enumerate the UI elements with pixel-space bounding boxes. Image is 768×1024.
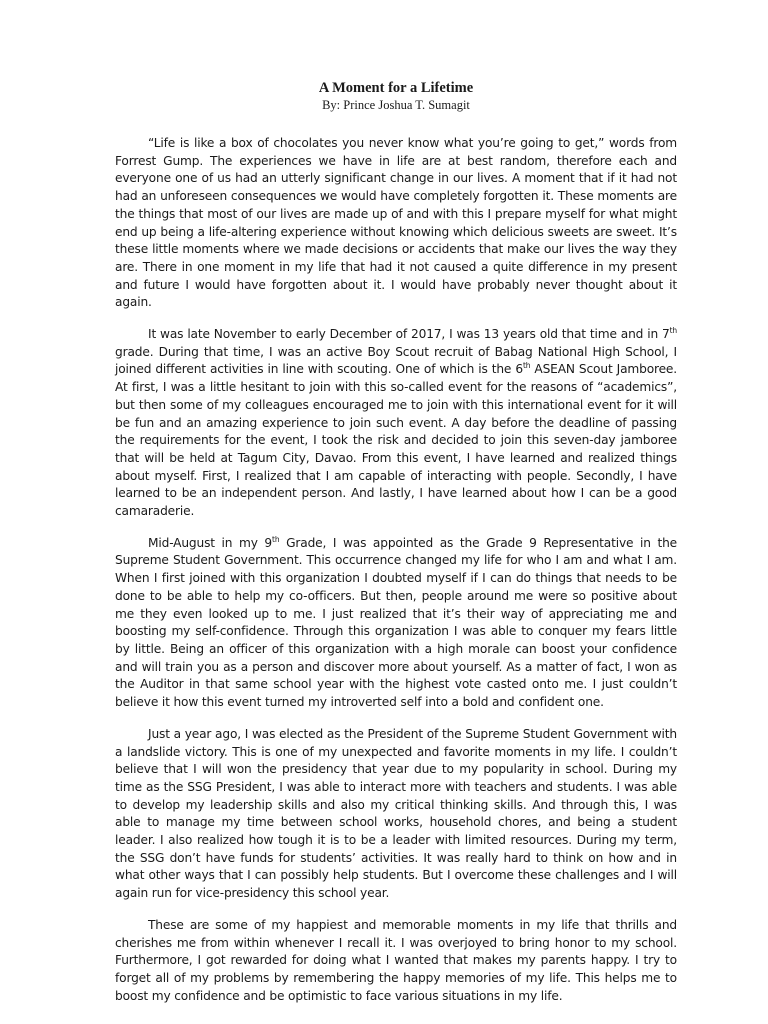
paragraph-text: It was late November to early December of 2017, I was 13 years old that time and in 7 (148, 327, 670, 342)
ordinal-superscript: th (272, 534, 280, 544)
paragraph-text: grade. During that time, I was an active Boy Scout recruit of Babag National High School, I joined different activities in line with scouting. One of which is the 6 (115, 344, 677, 377)
paragraph-2 (115, 326, 677, 521)
paragraph-text: Mid-August in my 9 (148, 535, 273, 550)
paragraph-3 (115, 535, 677, 712)
ordinal-superscript: th (522, 361, 531, 371)
paragraph-5 (115, 917, 677, 1006)
document-title: A Moment for a Lifetime (318, 80, 474, 96)
paragraph-text: Just a year ago, I was elected as the President of the Supreme Student Government with a landslide victory. This is one of my unexpected and favorite moments in my life. I couldn’t believe that I will won the presidency that year due to my popularity in school. During my time as the SSG President, I was able to interact more with teachers and students. I was able to develop my leadership skills and also my critical thinking skills. And through this, I was able to manage my time between school works, household chores, and being a student leader. I also realized how tough it is to be a leader with limited resources. During my term, the SSG don’t have funds for students’ activities. It was really hard to think on how and in what other ways that I can possibly help students. But I overcome these challenges and I will again run for vice-presidency this school year. (115, 726, 677, 901)
paragraph-text: Grade, I was appointed as the Grade 9 Representative in the Supreme Student Government. This occurrence changed my life for who I am and what I am. When I first joined with this organization I doubted myself if I can do things that needs to be done to be able to help my co-officers. But then, people around me were so positive about me they even looked up to me. I just realized that it’s their way of appreciating me and boosting my self-confidence. Through this organization I was able to conquer my fears little by little. Being an officer of this organization with a high morale can boost your confidence and will train you as a person and discover more about yourself. As a matter of fact, I won as the Auditor in that same school year with the highest vote casted onto me. I just couldn’t believe it how this event turned my introverted self into a bold and confident one. (115, 535, 677, 710)
paragraph-1 (115, 135, 677, 312)
ordinal-superscript: th (669, 325, 677, 335)
paragraph-text: These are some of my happiest and memorable moments in my life that thrills and cherishes me from within whenever I recall it. I was overjoyed to bring honor to my school. Furthermore, I got rewarded for doing what I wanted that makes my parents happy. I try to forget all of my problems by remembering the happy memories of my life. This helps me to boost my confidence and be optimistic to face various situations in my life. (115, 917, 677, 1003)
paragraph-text: “Life is like a box of chocolates you never know what you’re going to get,” words from Forrest Gump. The experiences we have in life are at best random, therefore each and everyone one of us had an utterly significant change in our lives. A moment that if it had not had an unforeseen consequences we would have completely forgotten it. These moments are the things that most of our lives are made up of and with this I prepare myself for what might end up being a life-altering experience without knowing which delicious sweets are sweet. It’s these little moments where we made decisions or accidents that make our lives the way they are. There in one moment in my life that had it not caused a quite difference in my present and future I would have forgotten about it. I would have probably never thought about it again. (115, 136, 677, 310)
document-byline: By: Prince Joshua T. Sumagit (322, 98, 470, 112)
paragraph-4 (115, 726, 677, 903)
paragraph-text: ASEAN Scout Jamboree. At first, I was a little hesitant to join with this so-called event for the reasons of “academics”, but then some of my colleagues encouraged me to join with this international event for it will be fun and an amazing experience to join such event. A day before the deadline of passing the requirements for the event, I took the risk and decided to join this seven-day jamboree that will be held at Tagum City, Davao. From this event, I have learned and realized things about myself. First, I realized that I am capable of interacting with people. Secondly, I have learned to be an independent person. And lastly, I have learned about how I can be a good camaraderie. (115, 362, 678, 519)
